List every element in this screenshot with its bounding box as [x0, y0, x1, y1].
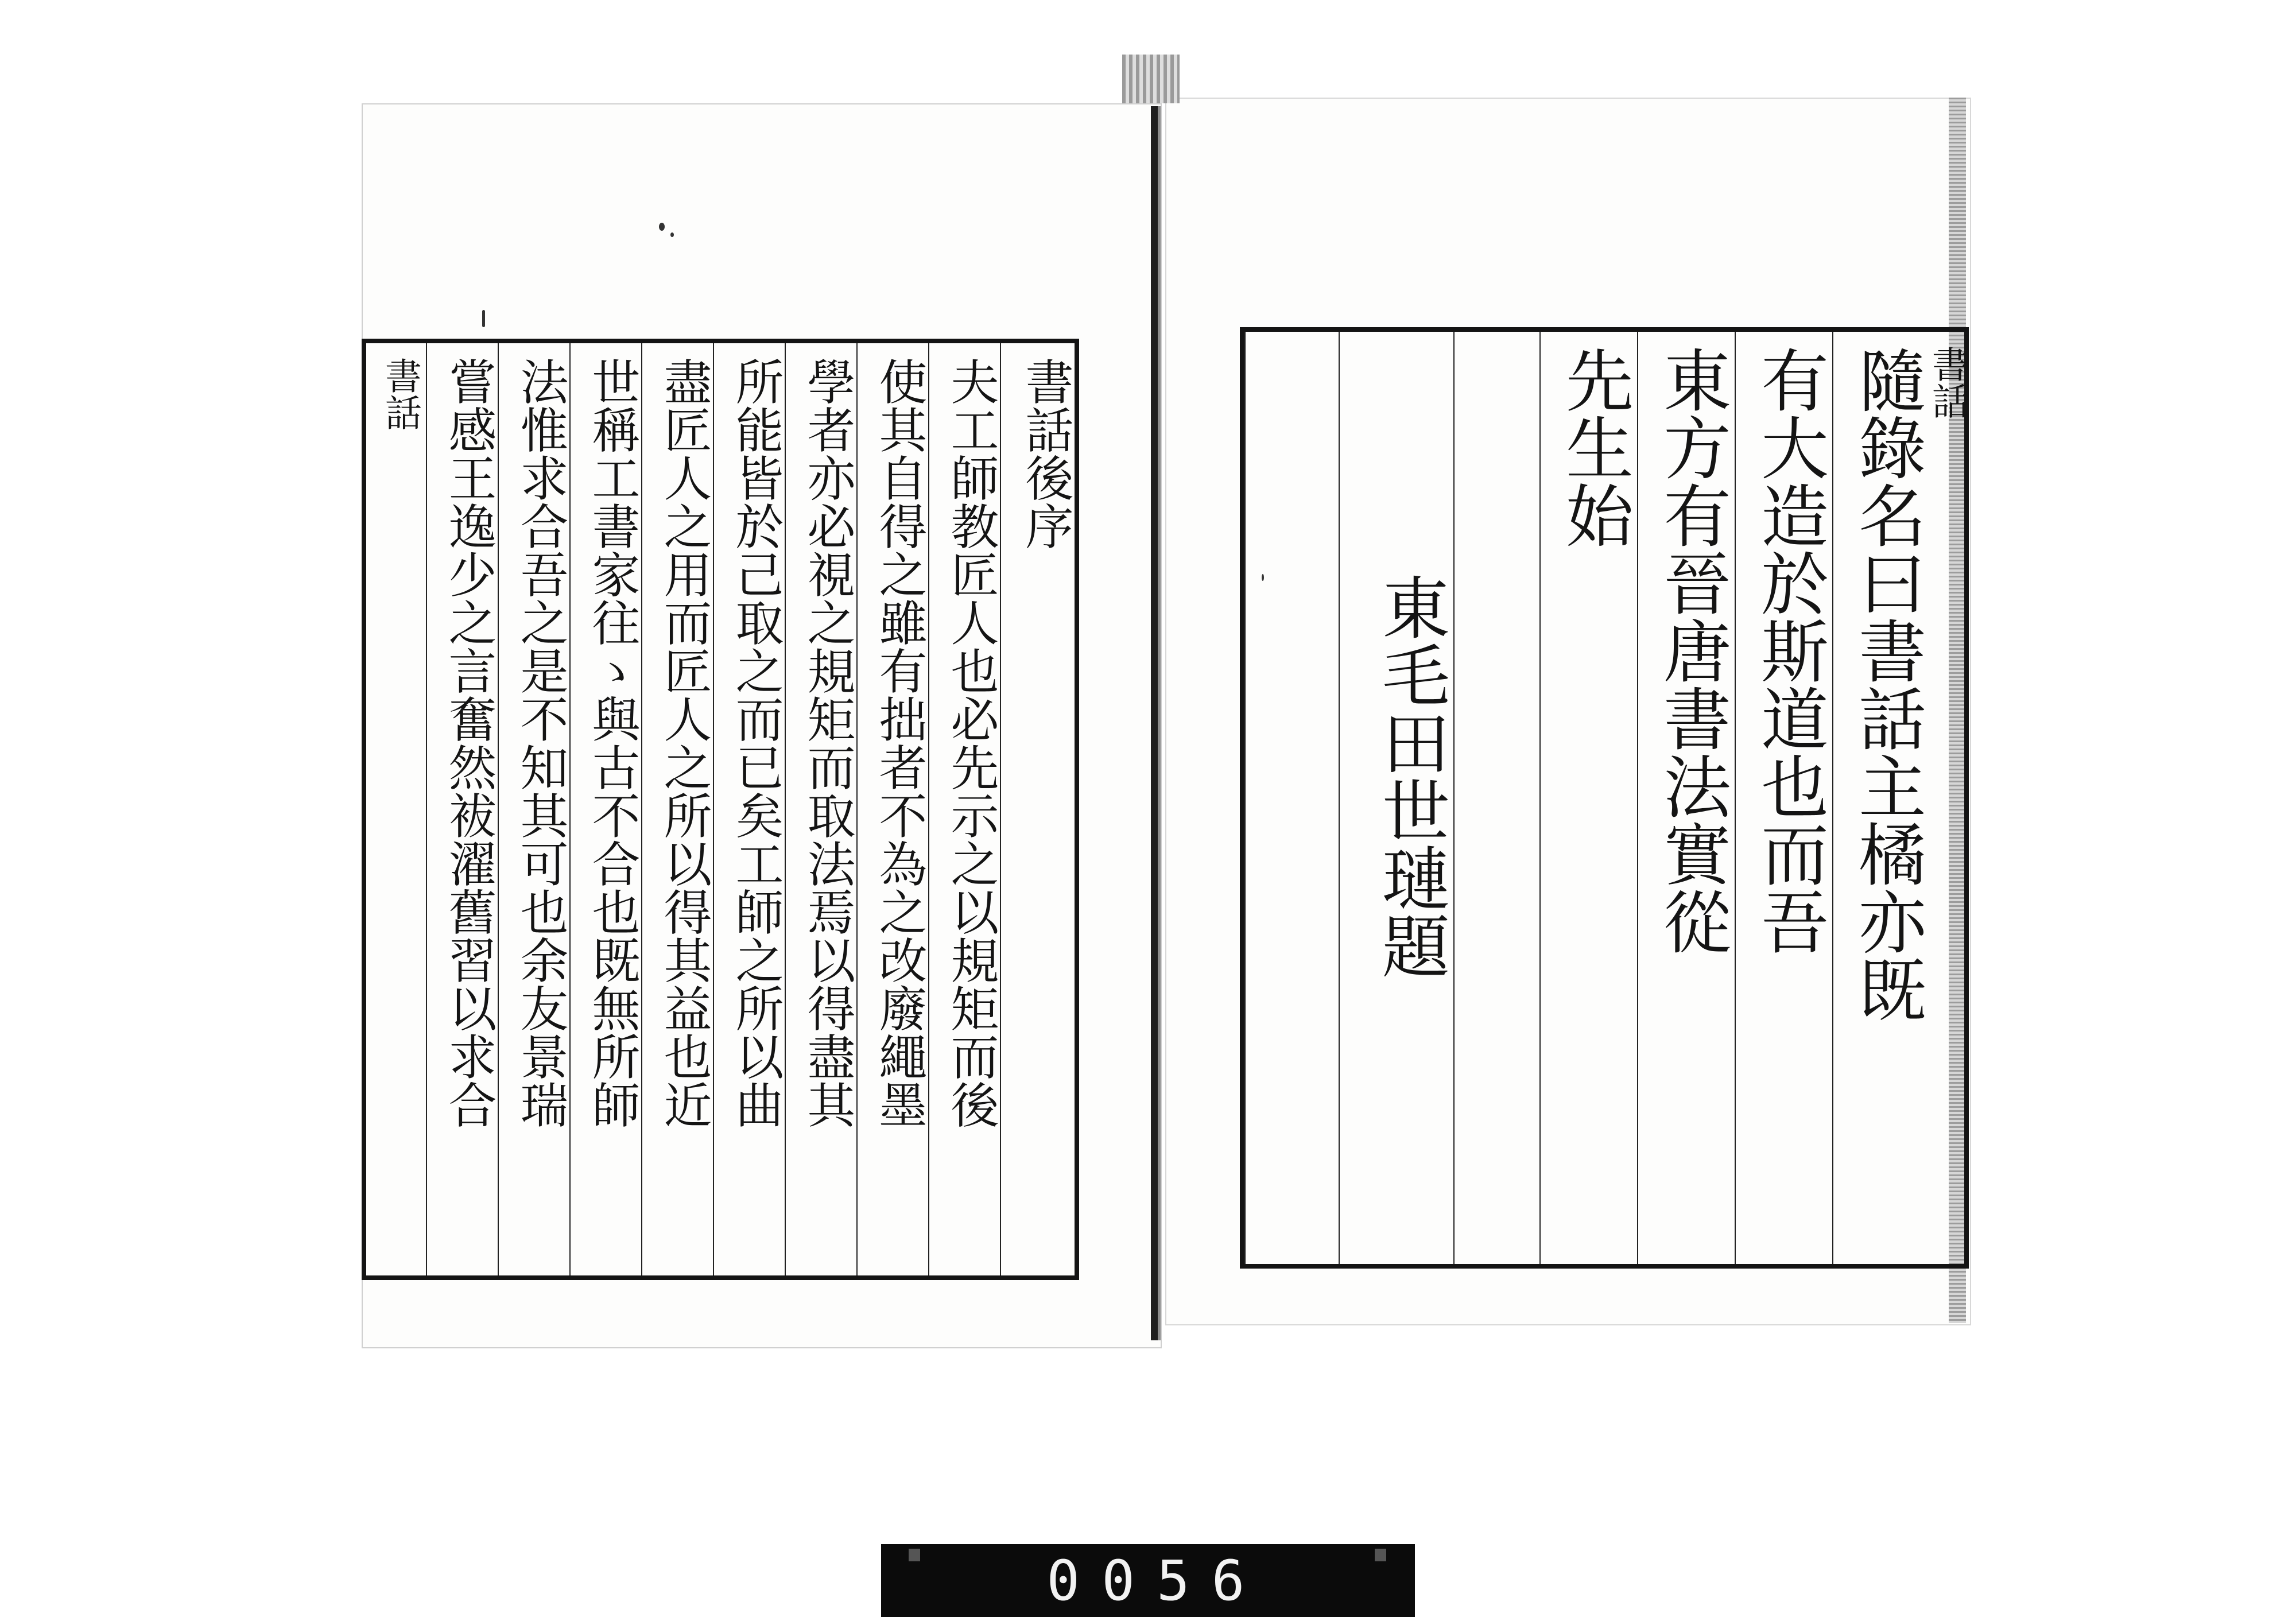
- text-column: 使其自得之雖有拙者不為之改廢繩墨: [856, 343, 928, 1275]
- running-head: 書話: [1926, 346, 1968, 419]
- film-frame-number: 0056: [1046, 1549, 1267, 1613]
- scan-speck: [670, 232, 674, 237]
- text-column: 所能皆於己取之而已矣工師之所以曲: [713, 343, 785, 1275]
- left-page-text-frame: [362, 339, 1079, 1280]
- text-column: 盡匠人之用而匠人之所以得其益也近: [641, 343, 713, 1275]
- scan-speck: [1262, 574, 1264, 581]
- text-column: [1453, 332, 1539, 1264]
- book-gutter: [1151, 106, 1158, 1340]
- scan-speck: [659, 223, 665, 231]
- binding-tab: [1122, 55, 1180, 103]
- text-column: 夫工師教匠人也必先示之以規矩而後: [928, 343, 1000, 1275]
- text-column: 法惟求合吾之是不知其可也余友景瑞: [498, 343, 569, 1275]
- text-column: 先生始: [1539, 332, 1637, 1264]
- gutter-shadow: [1158, 106, 1161, 1340]
- right-page-text-frame: [1240, 327, 1969, 1269]
- signature-column: 東毛田世璉題: [1339, 332, 1453, 1264]
- preface-title: 書話後序: [1000, 343, 1075, 1275]
- scan-speck: [482, 310, 485, 327]
- text-column: 隨錄名曰書話主橘亦既: [1832, 332, 1930, 1264]
- text-column: 嘗感王逸少之言奮然袚濯舊習以求合: [426, 343, 498, 1275]
- text-column: 世稱工書家往ゝ與古不合也既無所師: [569, 343, 641, 1275]
- text-column: 有大造於斯道也而吾: [1735, 332, 1832, 1264]
- running-head: 書話: [379, 357, 421, 431]
- text-column: 學者亦必視之規矩而取法焉以得盡其: [785, 343, 856, 1275]
- film-notch: [909, 1549, 920, 1561]
- blank-column: [1244, 332, 1339, 1264]
- text-column: 東方有晉唐書法實從: [1637, 332, 1735, 1264]
- film-notch: [1375, 1549, 1386, 1561]
